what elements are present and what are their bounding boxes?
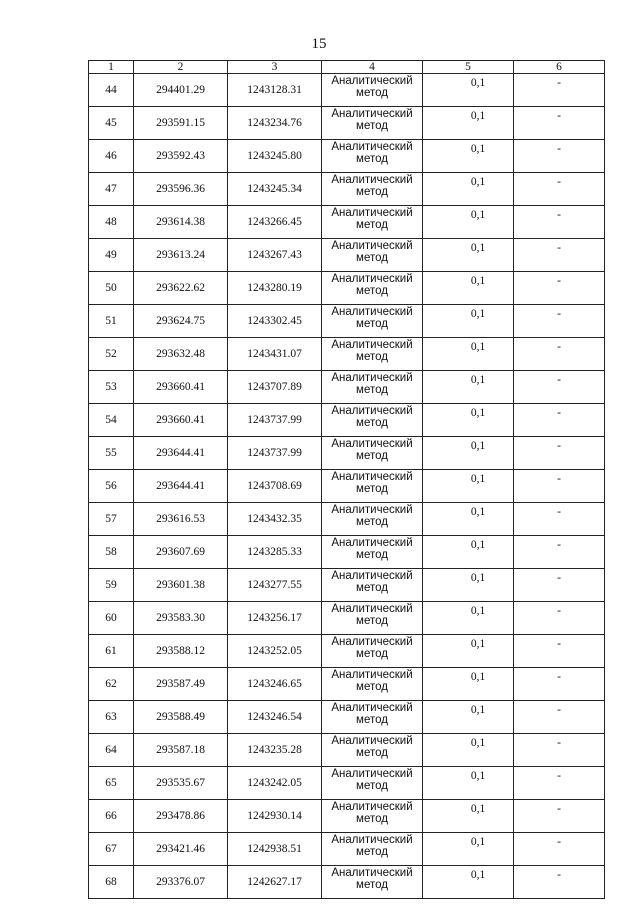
table-row [89,734,605,767]
method-cell [322,305,423,338]
table-row [89,107,605,140]
method-line-2: метод [356,747,388,759]
accuracy-value: 0,1 [470,473,486,485]
method-line-1: Аналитический [331,471,413,483]
method-line-2: метод [356,384,388,396]
accuracy-cell [423,437,514,470]
x-coordinate-cell: 293601.38 [134,569,228,602]
accuracy-value: 0,1 [470,341,486,353]
method-line-1: Аналитический [331,603,413,615]
method-line-2: метод [356,516,388,528]
x-coordinate-cell: 293376.07 [134,866,228,899]
accuracy-value: 0,1 [470,110,486,122]
note-cell: - [514,470,605,503]
accuracy-cell [423,701,514,734]
y-coordinate-cell: 1243737.99 [228,404,322,437]
method-line-2: метод [356,153,388,165]
method-line-2: метод [356,813,388,825]
accuracy-cell [423,866,514,899]
accuracy-value: 0,1 [470,308,486,320]
y-coordinate-cell: 1242938.51 [228,833,322,866]
method-line-2: метод [356,351,388,363]
y-coordinate-cell: 1243431.07 [228,338,322,371]
y-coordinate-cell: 1243245.34 [228,173,322,206]
point-number-cell: 50 [89,272,134,305]
accuracy-cell [423,800,514,833]
method-cell [322,734,423,767]
x-coordinate-cell: 293644.41 [134,437,228,470]
method-line-1: Аналитический [331,372,413,384]
point-number-cell: 58 [89,536,134,569]
note-cell: - [514,305,605,338]
note-cell: - [514,371,605,404]
x-coordinate-cell: 293644.41 [134,470,228,503]
note-cell: - [514,602,605,635]
point-number-cell: 52 [89,338,134,371]
table-row [89,536,605,569]
y-coordinate-cell: 1243246.65 [228,668,322,701]
point-number-cell: 57 [89,503,134,536]
accuracy-cell [423,173,514,206]
table-row [89,767,605,800]
method-line-1: Аналитический [331,801,413,813]
x-coordinate-cell: 293587.18 [134,734,228,767]
method-cell [322,107,423,140]
table-row [89,140,605,173]
point-number-cell: 51 [89,305,134,338]
accuracy-value: 0,1 [470,209,486,221]
column-header-6: 6 [514,61,605,74]
method-cell [322,437,423,470]
method-cell [322,338,423,371]
method-cell [322,404,423,437]
point-number-cell: 60 [89,602,134,635]
x-coordinate-cell: 293660.41 [134,404,228,437]
method-line-1: Аналитический [331,141,413,153]
y-coordinate-cell: 1243432.35 [228,503,322,536]
note-cell: - [514,503,605,536]
note-cell: - [514,569,605,602]
accuracy-cell [423,74,514,107]
note-cell: - [514,800,605,833]
x-coordinate-cell: 293616.53 [134,503,228,536]
method-line-2: метод [356,582,388,594]
method-cell [322,173,423,206]
method-line-2: метод [356,450,388,462]
accuracy-cell [423,569,514,602]
table-row [89,404,605,437]
y-coordinate-cell: 1243267.43 [228,239,322,272]
x-coordinate-cell: 293535.67 [134,767,228,800]
note-cell: - [514,734,605,767]
method-line-2: метод [356,846,388,858]
method-line-1: Аналитический [331,75,413,87]
note-cell: - [514,173,605,206]
point-number-cell: 55 [89,437,134,470]
method-line-2: метод [356,120,388,132]
note-cell: - [514,272,605,305]
table-row [89,173,605,206]
accuracy-cell [423,107,514,140]
point-number-cell: 67 [89,833,134,866]
x-coordinate-cell: 293588.49 [134,701,228,734]
method-cell [322,833,423,866]
accuracy-value: 0,1 [470,836,486,848]
accuracy-cell [423,371,514,404]
method-line-2: метод [356,615,388,627]
method-cell [322,74,423,107]
accuracy-value: 0,1 [470,275,486,287]
table-row [89,371,605,404]
note-cell: - [514,701,605,734]
accuracy-value: 0,1 [470,605,486,617]
method-line-2: метод [356,285,388,297]
x-coordinate-cell: 293421.46 [134,833,228,866]
table-row [89,602,605,635]
accuracy-cell [423,272,514,305]
accuracy-value: 0,1 [470,704,486,716]
accuracy-value: 0,1 [470,77,486,89]
table-row [89,470,605,503]
point-number-cell: 64 [89,734,134,767]
method-line-2: метод [356,318,388,330]
y-coordinate-cell: 1242627.17 [228,866,322,899]
y-coordinate-cell: 1243280.19 [228,272,322,305]
method-cell [322,569,423,602]
column-header-1: 1 [89,61,134,74]
method-cell [322,140,423,173]
point-number-cell: 68 [89,866,134,899]
point-number-cell: 47 [89,173,134,206]
column-header-2: 2 [134,61,228,74]
accuracy-value: 0,1 [470,143,486,155]
point-number-cell: 49 [89,239,134,272]
y-coordinate-cell: 1243256.17 [228,602,322,635]
table-row [89,206,605,239]
note-cell: - [514,239,605,272]
point-number-cell: 54 [89,404,134,437]
accuracy-value: 0,1 [470,176,486,188]
accuracy-value: 0,1 [470,539,486,551]
method-line-1: Аналитический [331,504,413,516]
point-number-cell: 45 [89,107,134,140]
table-body [89,74,605,899]
note-cell: - [514,866,605,899]
method-cell [322,635,423,668]
y-coordinate-cell: 1243235.28 [228,734,322,767]
accuracy-value: 0,1 [470,506,486,518]
point-number-cell: 44 [89,74,134,107]
y-coordinate-cell: 1243708.69 [228,470,322,503]
y-coordinate-cell: 1243737.99 [228,437,322,470]
note-cell: - [514,107,605,140]
accuracy-cell [423,767,514,800]
y-coordinate-cell: 1243128.31 [228,74,322,107]
method-line-2: метод [356,219,388,231]
table-row [89,74,605,107]
method-line-2: метод [356,252,388,264]
x-coordinate-cell: 293583.30 [134,602,228,635]
method-line-1: Аналитический [331,570,413,582]
note-cell: - [514,140,605,173]
method-line-1: Аналитический [331,174,413,186]
note-cell: - [514,437,605,470]
method-line-2: метод [356,87,388,99]
x-coordinate-cell: 293607.69 [134,536,228,569]
accuracy-cell [423,140,514,173]
method-cell [322,371,423,404]
method-cell [322,470,423,503]
method-line-1: Аналитический [331,669,413,681]
table-row [89,800,605,833]
method-cell [322,602,423,635]
method-cell [322,503,423,536]
accuracy-cell [423,503,514,536]
method-line-1: Аналитический [331,339,413,351]
x-coordinate-cell: 293622.62 [134,272,228,305]
point-number-cell: 48 [89,206,134,239]
method-line-1: Аналитический [331,537,413,549]
note-cell: - [514,833,605,866]
accuracy-value: 0,1 [470,572,486,584]
point-number-cell: 66 [89,800,134,833]
column-header-4: 4 [322,61,423,74]
note-cell: - [514,404,605,437]
accuracy-value: 0,1 [470,671,486,683]
method-line-1: Аналитический [331,108,413,120]
accuracy-value: 0,1 [470,374,486,386]
accuracy-value: 0,1 [470,440,486,452]
y-coordinate-cell: 1243246.54 [228,701,322,734]
table-row [89,272,605,305]
x-coordinate-cell: 293632.48 [134,338,228,371]
method-line-2: метод [356,648,388,660]
note-cell: - [514,74,605,107]
note-cell: - [514,668,605,701]
accuracy-cell [423,206,514,239]
method-cell [322,668,423,701]
accuracy-value: 0,1 [470,770,486,782]
method-cell [322,206,423,239]
point-number-cell: 63 [89,701,134,734]
note-cell: - [514,206,605,239]
x-coordinate-cell: 293613.24 [134,239,228,272]
table-row [89,305,605,338]
table-row [89,437,605,470]
accuracy-value: 0,1 [470,737,486,749]
table-row [89,701,605,734]
method-line-2: метод [356,681,388,693]
y-coordinate-cell: 1242930.14 [228,800,322,833]
x-coordinate-cell: 293614.38 [134,206,228,239]
accuracy-value: 0,1 [470,407,486,419]
coordinates-table [88,60,605,899]
accuracy-cell [423,635,514,668]
y-coordinate-cell: 1243707.89 [228,371,322,404]
method-cell [322,239,423,272]
method-cell [322,866,423,899]
point-number-cell: 53 [89,371,134,404]
point-number-cell: 61 [89,635,134,668]
page-number: 15 [311,36,327,52]
method-line-1: Аналитический [331,702,413,714]
method-line-2: метод [356,549,388,561]
table-row [89,503,605,536]
accuracy-cell [423,239,514,272]
method-line-1: Аналитический [331,834,413,846]
method-line-1: Аналитический [331,867,413,879]
method-cell [322,536,423,569]
accuracy-cell [423,338,514,371]
x-coordinate-cell: 294401.29 [134,74,228,107]
point-number-cell: 46 [89,140,134,173]
y-coordinate-cell: 1243266.45 [228,206,322,239]
method-line-1: Аналитический [331,405,413,417]
method-line-1: Аналитический [331,768,413,780]
method-line-1: Аналитический [331,273,413,285]
table-header-row [89,61,605,74]
y-coordinate-cell: 1243242.05 [228,767,322,800]
table-row [89,866,605,899]
y-coordinate-cell: 1243277.55 [228,569,322,602]
accuracy-value: 0,1 [470,242,486,254]
y-coordinate-cell: 1243234.76 [228,107,322,140]
x-coordinate-cell: 293587.49 [134,668,228,701]
note-cell: - [514,767,605,800]
x-coordinate-cell: 293592.43 [134,140,228,173]
x-coordinate-cell: 293660.41 [134,371,228,404]
note-cell: - [514,536,605,569]
y-coordinate-cell: 1243245.80 [228,140,322,173]
note-cell: - [514,338,605,371]
table-row [89,635,605,668]
method-line-2: метод [356,780,388,792]
x-coordinate-cell: 293591.15 [134,107,228,140]
table-row [89,239,605,272]
x-coordinate-cell: 293588.12 [134,635,228,668]
accuracy-cell [423,668,514,701]
method-cell [322,767,423,800]
accuracy-cell [423,305,514,338]
column-header-3: 3 [228,61,322,74]
table-row [89,338,605,371]
x-coordinate-cell: 293596.36 [134,173,228,206]
method-line-2: метод [356,879,388,891]
point-number-cell: 62 [89,668,134,701]
method-cell [322,701,423,734]
method-line-1: Аналитический [331,207,413,219]
method-line-1: Аналитический [331,306,413,318]
y-coordinate-cell: 1243252.05 [228,635,322,668]
accuracy-cell [423,602,514,635]
point-number-cell: 56 [89,470,134,503]
y-coordinate-cell: 1243302.45 [228,305,322,338]
method-line-2: метод [356,417,388,429]
accuracy-value: 0,1 [470,869,486,881]
accuracy-cell [423,470,514,503]
table-row [89,569,605,602]
note-cell: - [514,635,605,668]
table-row [89,833,605,866]
accuracy-cell [423,404,514,437]
method-line-2: метод [356,714,388,726]
accuracy-cell [423,734,514,767]
method-line-1: Аналитический [331,735,413,747]
method-line-1: Аналитический [331,438,413,450]
table-row [89,668,605,701]
method-line-1: Аналитический [331,240,413,252]
point-number-cell: 65 [89,767,134,800]
accuracy-cell [423,833,514,866]
point-number-cell: 59 [89,569,134,602]
x-coordinate-cell: 293478.86 [134,800,228,833]
method-cell [322,800,423,833]
method-cell [322,272,423,305]
accuracy-cell [423,536,514,569]
method-line-1: Аналитический [331,636,413,648]
y-coordinate-cell: 1243285.33 [228,536,322,569]
column-header-5: 5 [423,61,514,74]
method-line-2: метод [356,186,388,198]
accuracy-value: 0,1 [470,638,486,650]
x-coordinate-cell: 293624.75 [134,305,228,338]
accuracy-value: 0,1 [470,803,486,815]
method-line-2: метод [356,483,388,495]
